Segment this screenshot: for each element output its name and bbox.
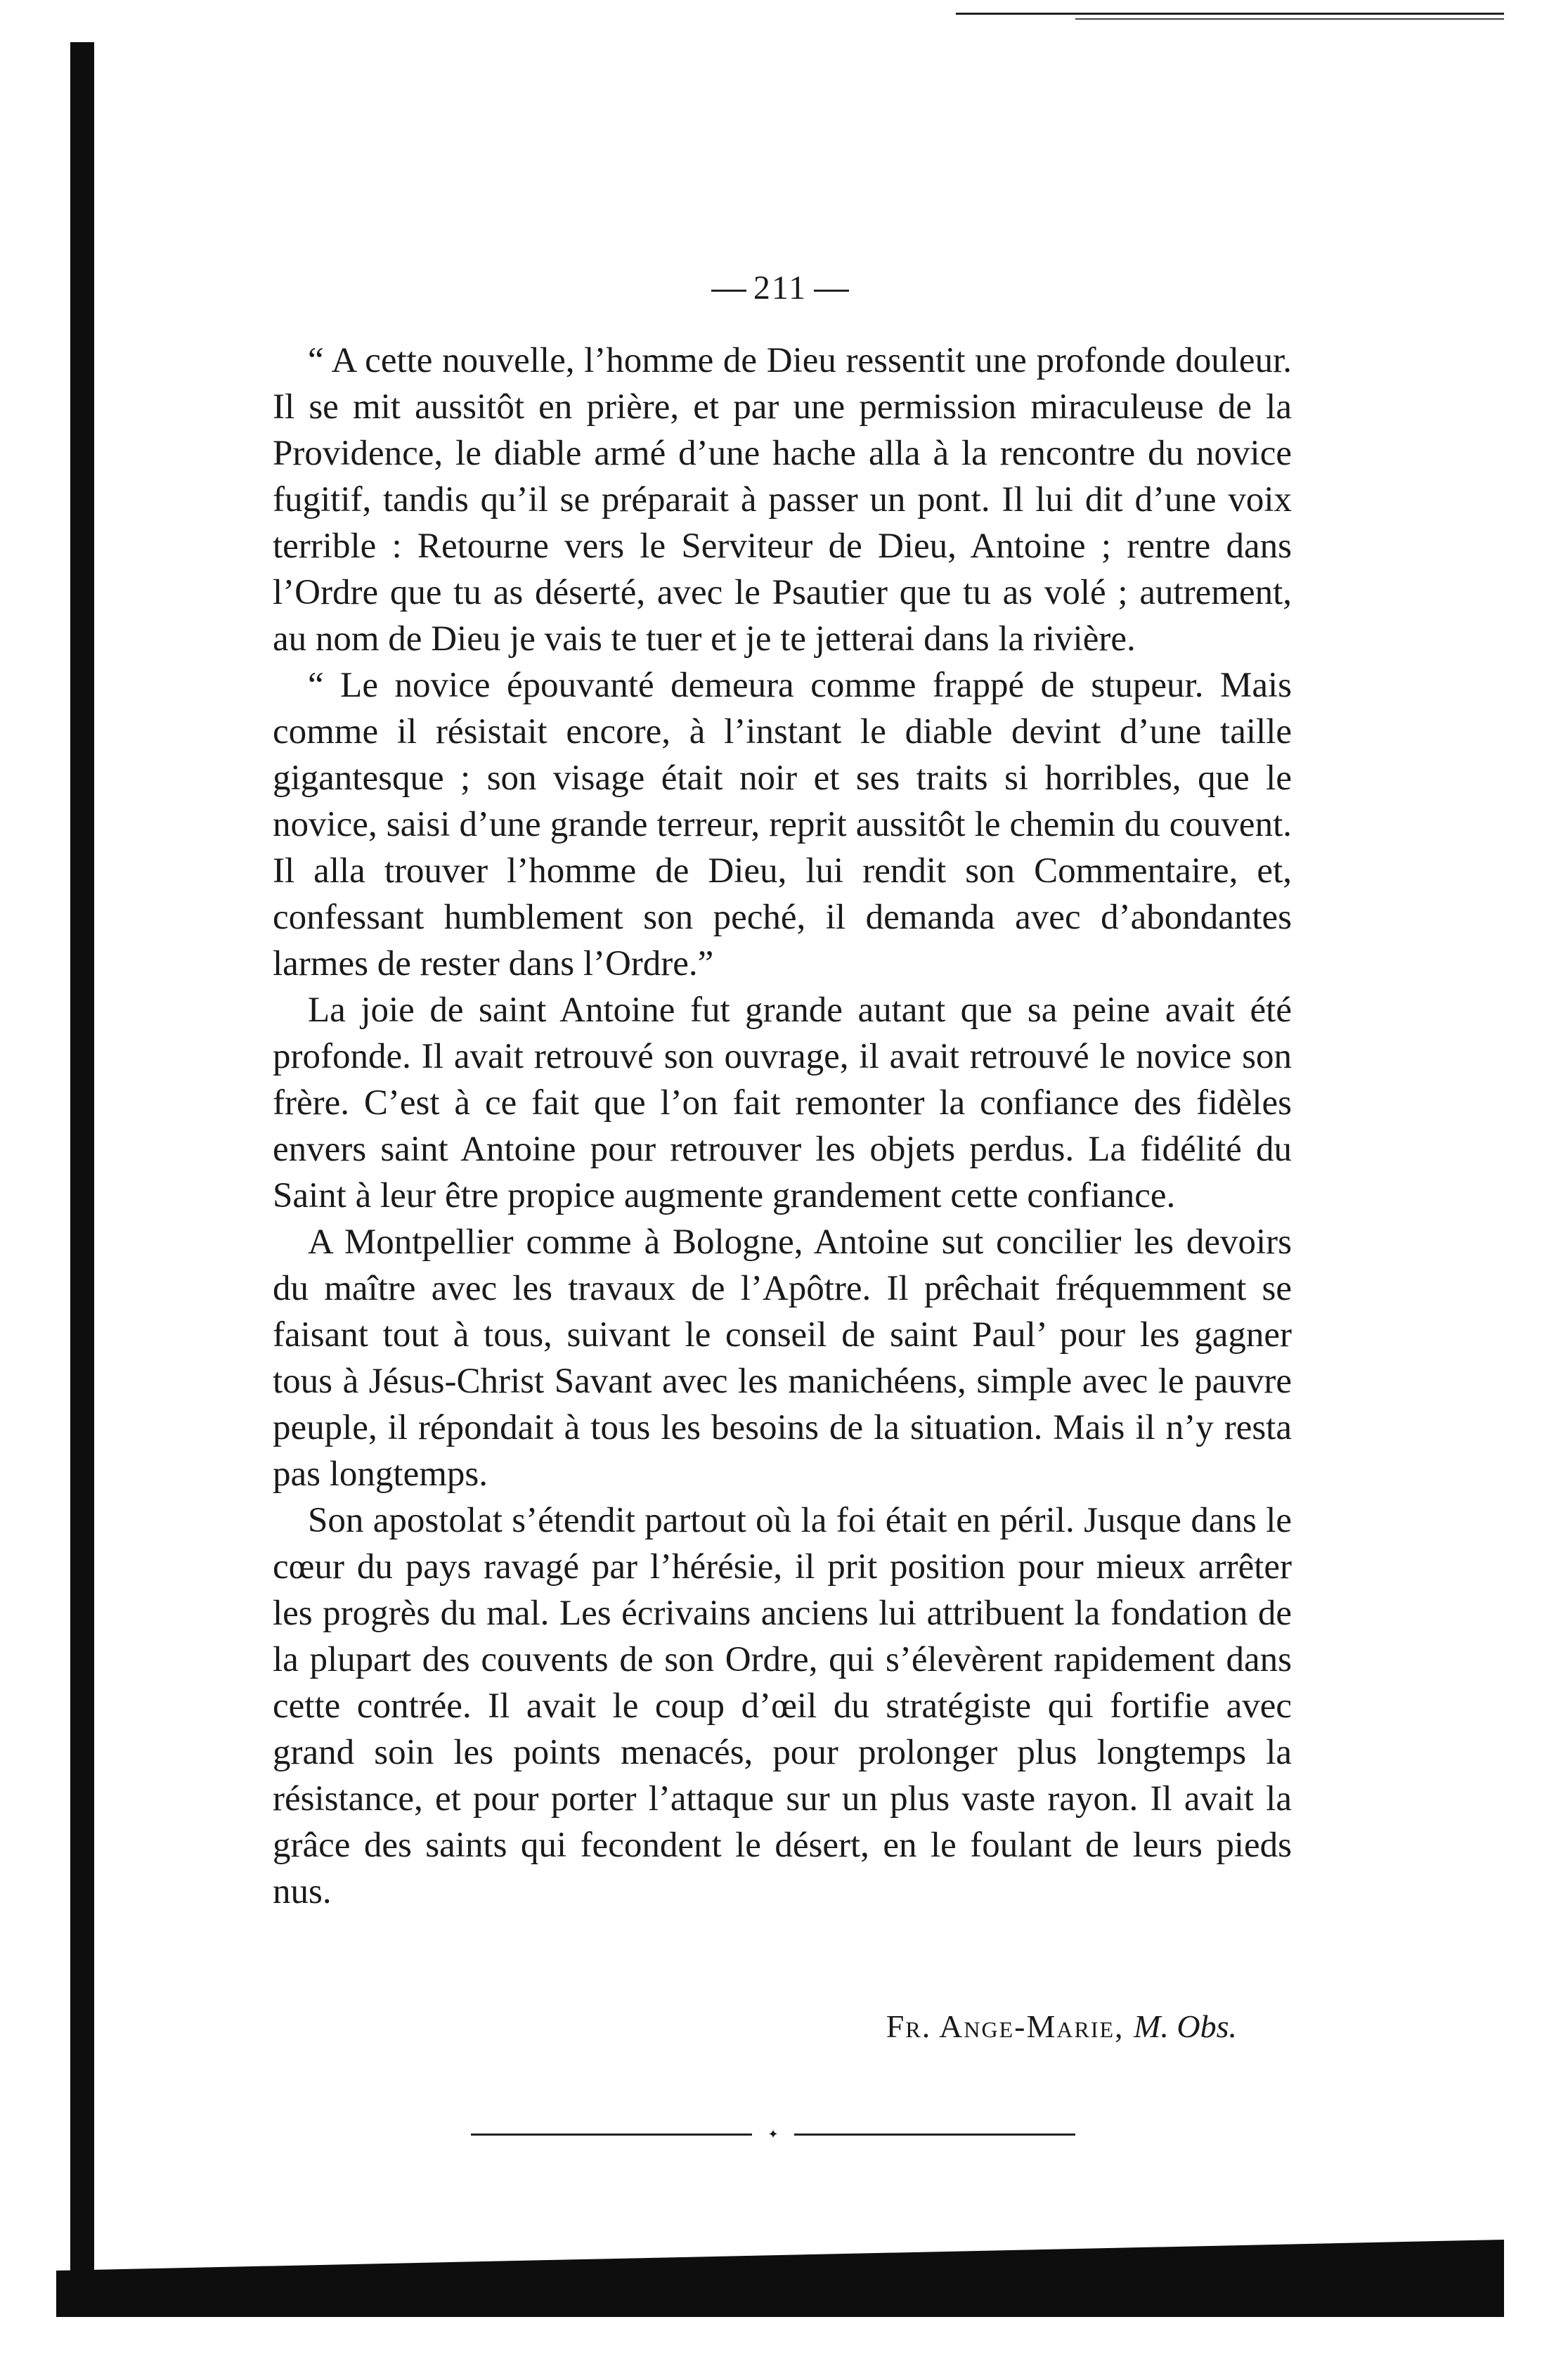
divider-line-left [471,2134,752,2136]
paragraph-5: Son apostolat s’étendit partout où la foi était en péril. Jusque dans le cœur du pays ravagé par l’hérésie, il prit position pour mieux arrêter les progrès du mal. Les écrivains anciens lui attribuent la fondation de la plupart des couvents de son Ordre, qui s’élevèrent rapidement dans cette contrée. Il avait le coup d’œil du stratégiste qui fortifie avec grand soin les points menacés, pour prolonger plus longtemps la résistance, et pour porter l’attaque sur un plus vaste rayon. Il avait la grâce des saints qui fecondent le désert, en le foulant de leurs pieds nus. [273,1501,1292,1911]
top-rule [956,13,1504,15]
ornamental-divider [471,2127,1075,2141]
paragraph-2: “ Le novice épouvanté demeura comme frappé de stupeur. Mais comme il résistait encore, à l’instant le diable devint d’une taille gigantesque ; son visage était noir et ses traits si horribles, que le novice, saisi d’une grande terreur, reprit aussitôt le chemin du couvent. Il alla trouver l’homme de Dieu, lui rendit son Commentaire, et, confessant humblement son peché, il demanda avec d’abondantes larmes de rester dans l’Ordre.” [273,666,1292,983]
signature-order: M. Obs. [1134,2008,1237,2044]
page-number: 211 [696,269,864,307]
signature-name: Fr. Ange-Marie, [886,2008,1125,2044]
paragraph-1: “ A cette nouvelle, l’homme de Dieu ressentit une profonde douleur. Il se mit aussitôt en prière, et par une permission miraculeuse de la Providence, le diable armé d’une hache alla à la rencontre du novice fugitif, tandis qu’il se préparait à passer un pont. Il lui dit d’une voix terrible : Retourne vers le Serviteur de Dieu, Antoine ; rentre dans l’Ordre que tu as déserté, avec le Psautier que tu as volé ; autrement, au nom de Dieu je vais te tuer et je te jetterai dans la rivière. [273,341,1292,659]
top-rule-secondary [1075,18,1504,20]
body-text [273,337,1292,1915]
divider-line-right [794,2134,1075,2136]
signature [703,2008,1237,2045]
divider-flourish-icon: ✦ [767,2127,779,2141]
paragraph-4: A Montpellier comme à Bologne, Antoine sut concilier les devoirs du maître avec les travaux de l’Apôtre. Il prêchait fréquemment se faisant tout à tous, suivant le conseil de saint Paul’ pour les gagner tous à Jésus-Christ Savant avec les manichéens, simple avec le pauvre peuple, il répondait à tous les besoins de la situation. Mais il n’y resta pas longtemps. [273,1222,1292,1494]
scan-margin-left [70,42,94,2292]
paragraph-3: La joie de saint Antoine fut grande autant que sa peine avait été profonde. Il avait retrouvé son ouvrage, il avait retrouvé le novice son frère. C’est à ce fait que l’on fait remonter la confiance des fidèles envers saint Antoine pour retrouver les objets perdus. La fidélité du Saint à leur être propice augmente grandement cette confiance. [273,990,1292,1215]
scan-margin-bottom [56,2240,1504,2317]
